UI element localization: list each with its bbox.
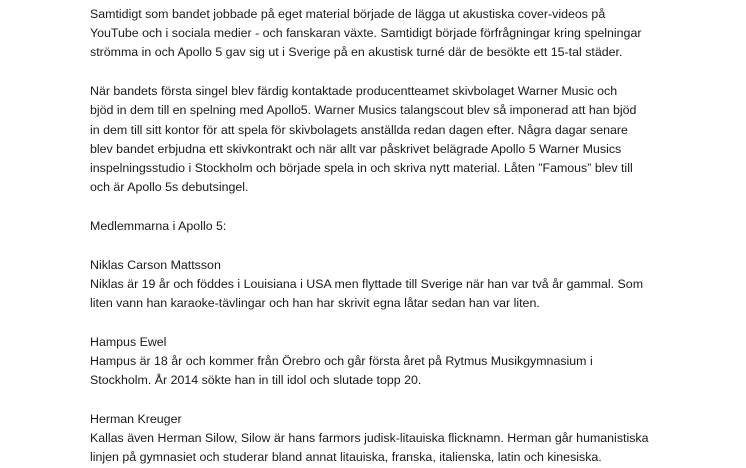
paragraph-gap [90, 236, 740, 256]
paragraph-gap [90, 313, 740, 333]
paragraph-gap [90, 63, 740, 83]
text-line: in dem till sitt kontor för att spela för skivbolagets anställda redan dagen efter. Några dagar senare [90, 122, 628, 137]
text-line: YouTube och i sociala medier - och fanskaran växte. Samtidigt började förfrågningar kring spelningar [90, 26, 642, 41]
text-line: bjöd in dem till en spelning med Apollo5. Warner Musics talangscout blev så imponerad att han bjöd [90, 103, 637, 118]
text-line: och är Apollo 5s debutsingel. [90, 180, 249, 195]
paragraph-member-hampus [90, 333, 740, 391]
paragraph-intro-acoustic [90, 5, 740, 63]
text-line: Stockholm. År 2014 sökte han in till idol och slutade topp 20. [90, 373, 422, 388]
text-line: blev bandet erbjudna ett skivkontrakt och när allt var påskrivet belägrade Apollo 5 Warner Musics [90, 141, 622, 156]
text-line: inspelningsstudio i Stockholm och började spela in och skriva nytt material. Låten ”Famous” blev till [90, 160, 633, 175]
member-name: Herman Kreuger [90, 411, 182, 426]
text-line: linjen på gymnasiet och studerar bland annat litauiska, franska, italienska, latin och kinesiska. [90, 450, 602, 465]
document-page [90, 0, 740, 468]
text-line: liten vann han karaoke-tävlingar och han har skrivit egna låtar sedan han var liten. [90, 296, 540, 311]
text-line: Samtidigt som bandet jobbade på eget material började de lägga ut akustiska cover-videos på [90, 7, 606, 21]
text-line: Kallas även Herman Silow, Silow är hans farmors judisk-litauiska flicknamn. Herman går humanistiska [90, 431, 649, 446]
paragraph-members-heading [90, 217, 740, 236]
member-name: Niklas Carson Mattsson [90, 257, 221, 272]
text-line: Hampus är 18 år och kommer från Örebro och går första året på Rytmus Musikgymnasium i [90, 354, 593, 368]
member-name: Hampus Ewel [90, 334, 167, 349]
paragraph-gap [90, 390, 740, 410]
text-line: När bandets första singel blev färdig kontaktade producentteamet skivbolaget Warner Music och [90, 84, 618, 99]
paragraph-gap [90, 197, 740, 217]
paragraph-warner-music [90, 82, 740, 197]
text-line: Medlemmarna i Apollo 5: [90, 218, 227, 233]
text-line: Niklas är 19 år och föddes i Louisiana i USA men flyttade till Sverige när han var två år gammal. Som [90, 276, 644, 291]
text-line: strömma in och Apollo 5 gav sig ut i Sverige på en akustisk turné där de besökte ett 15-tal städer. [90, 45, 623, 60]
paragraph-member-niklas [90, 256, 740, 314]
